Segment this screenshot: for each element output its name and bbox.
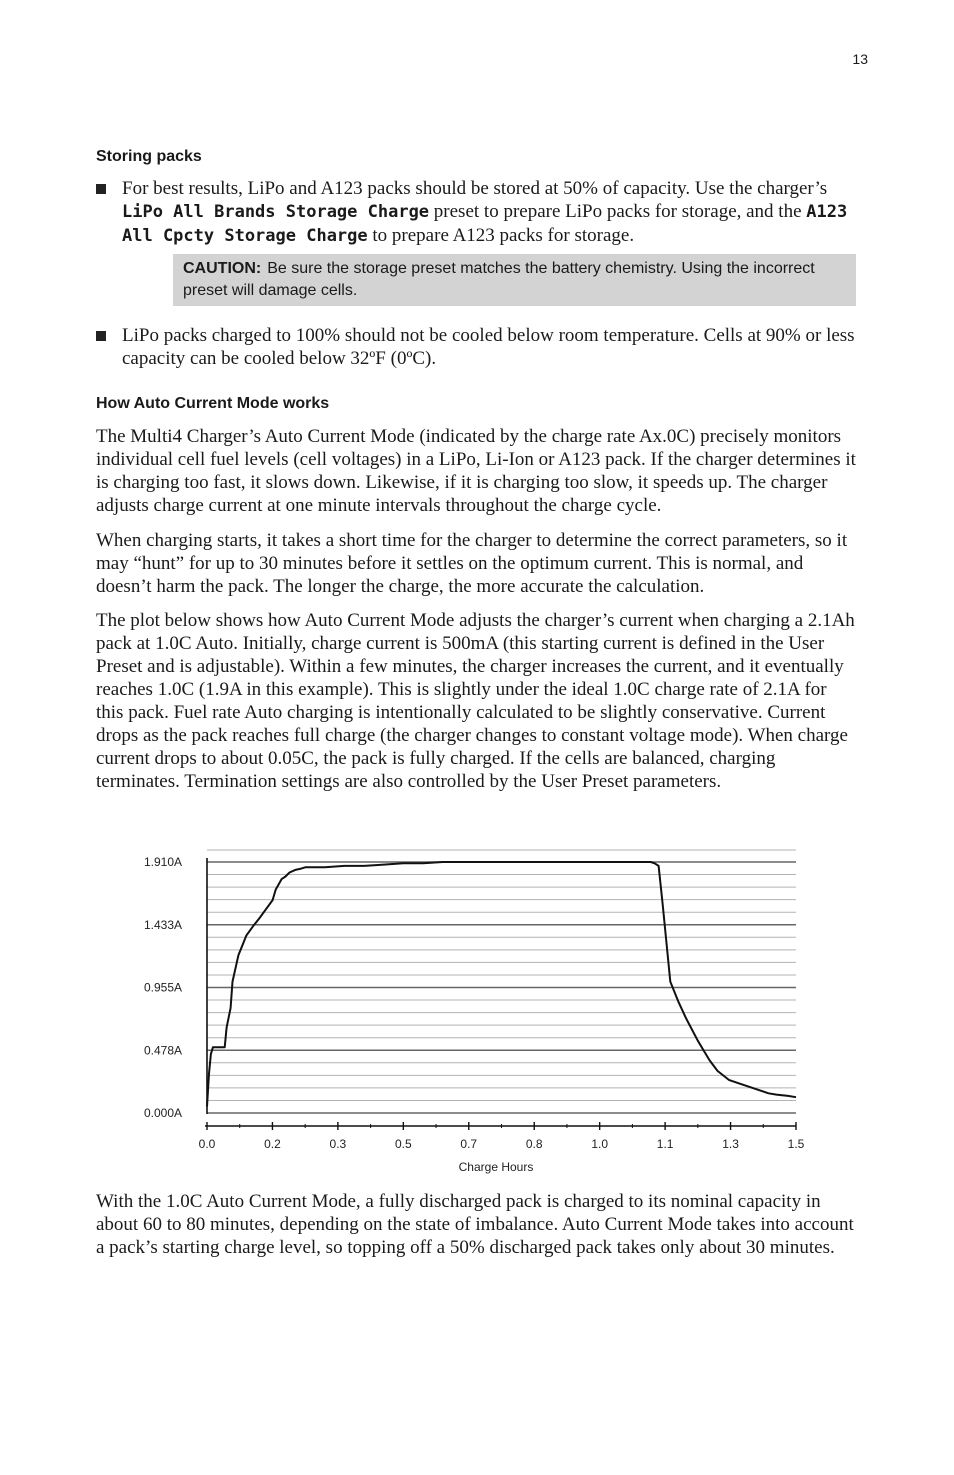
- chart-grid: [207, 850, 796, 1113]
- bullet-1-text-a: For best results, LiPo and A123 packs should be stored at 50% of capacity. Use the charger’s: [122, 178, 828, 199]
- x-tick-label: 1.1: [656, 1137, 674, 1151]
- x-tick-label: 0.7: [460, 1137, 478, 1151]
- bullet-1-text-c: to prepare A123 packs for storage.: [367, 225, 635, 246]
- x-tick-label: 0.3: [329, 1137, 347, 1151]
- charge-current-chart: [130, 840, 820, 1180]
- auto-paragraph-2: When charging starts, it takes a short time for the charger to determine the correct parameters, so it may “hunt” for up to 30 minutes before it settles on the optimum current. This is normal, and doesn’t harm the pack. The longer the charge, the more accurate the calculation.: [96, 530, 848, 597]
- y-tick-label: 0.000A: [144, 1106, 183, 1120]
- x-tick-label: 1.5: [787, 1137, 805, 1151]
- y-tick-label: 1.433A: [144, 917, 183, 932]
- storing-packs-heading: Storing packs: [96, 148, 202, 165]
- x-tick-label: 0.0: [198, 1137, 216, 1151]
- charge-current-line: [207, 862, 796, 1106]
- auto-current-heading: How Auto Current Mode works: [96, 395, 330, 412]
- storing-bullet-1-text: [122, 177, 856, 248]
- caution-label: CAUTION:: [183, 260, 262, 277]
- bullet-1-text-b: preset to prepare LiPo packs for storage, and the: [429, 201, 807, 222]
- x-tick-label: 0.8: [525, 1137, 543, 1151]
- caution-text: Be sure the storage preset matches the battery chemistry. Using the incorrect preset will damage cells.: [183, 260, 815, 299]
- x-tick-label: 1.3: [722, 1137, 739, 1151]
- y-tick-label: 1.910A: [144, 855, 183, 869]
- auto-paragraph-4: With the 1.0C Auto Current Mode, a fully discharged pack is charged to its nominal capacity in about 60 to 80 minutes, depending on the state of imbalance. Auto Current Mode takes into account a pack’s starting charge level, so topping off a 50% discharged pack takes only about 30 minutes.: [96, 1191, 854, 1258]
- bullet-square-icon: [96, 184, 106, 194]
- storing-bullet-1: [96, 177, 856, 248]
- auto-paragraph-3: The plot below shows how Auto Current Mode adjusts the charger’s current when charging a 2.1Ah pack at 1.0C Auto. Initially, charge current is 500mA (this starting current is defined in the User Preset and is adjustable). Within a few minutes, the charger increases the current, and it eventually reaches 1.0C (1.9A in this example). This is slightly under the ideal 1.0C charge rate of 2.1A for this pack. Fuel rate Auto charging is intentionally calculated to be slightly conservative. Current drops as the pack reaches full charge (the charger changes to constant voltage mode). When charge current drops to about 0.05C, the pack is fully charged. If the cells are balanced, charging terminates. Termination settings are also controlled by the User Preset parameters.: [96, 610, 855, 792]
- x-axis-label: Charge Hours: [458, 1160, 534, 1174]
- y-tick-label: 0.478A: [144, 1043, 183, 1058]
- preset-a123-storage: A123 All Cpcty Storage Charge: [122, 202, 848, 246]
- preset-lipo-storage: LiPo All Brands Storage Charge: [122, 202, 430, 222]
- x-tick-label: 0.5: [394, 1137, 412, 1151]
- storing-bullet-2: [96, 324, 856, 370]
- chart-series: [207, 862, 796, 1106]
- bullet-square-icon: [96, 331, 106, 341]
- y-tick-label: 0.955A: [144, 980, 183, 995]
- x-tick-label: 0.2: [264, 1137, 281, 1151]
- caution-box: [173, 254, 856, 306]
- storing-bullet-2-text: LiPo packs charged to 100% should not be cooled below room temperature. Cells at 90% or less capacity can be cooled below 32ºF (0ºC).: [122, 325, 855, 369]
- page-number: 13: [852, 51, 868, 67]
- x-tick-label: 1.0: [591, 1137, 609, 1151]
- auto-paragraph-1: The Multi4 Charger’s Auto Current Mode (indicated by the charge rate Ax.0C) precisely monitors individual cell fuel levels (cell voltages) in a LiPo, Li-Ion or A123 pack. If the charger determines it is charging too fast, it slows down. Likewise, if it is charging too slow, it speeds up. The charger adjusts charge current at one minute intervals throughout the charge cycle.: [96, 426, 856, 516]
